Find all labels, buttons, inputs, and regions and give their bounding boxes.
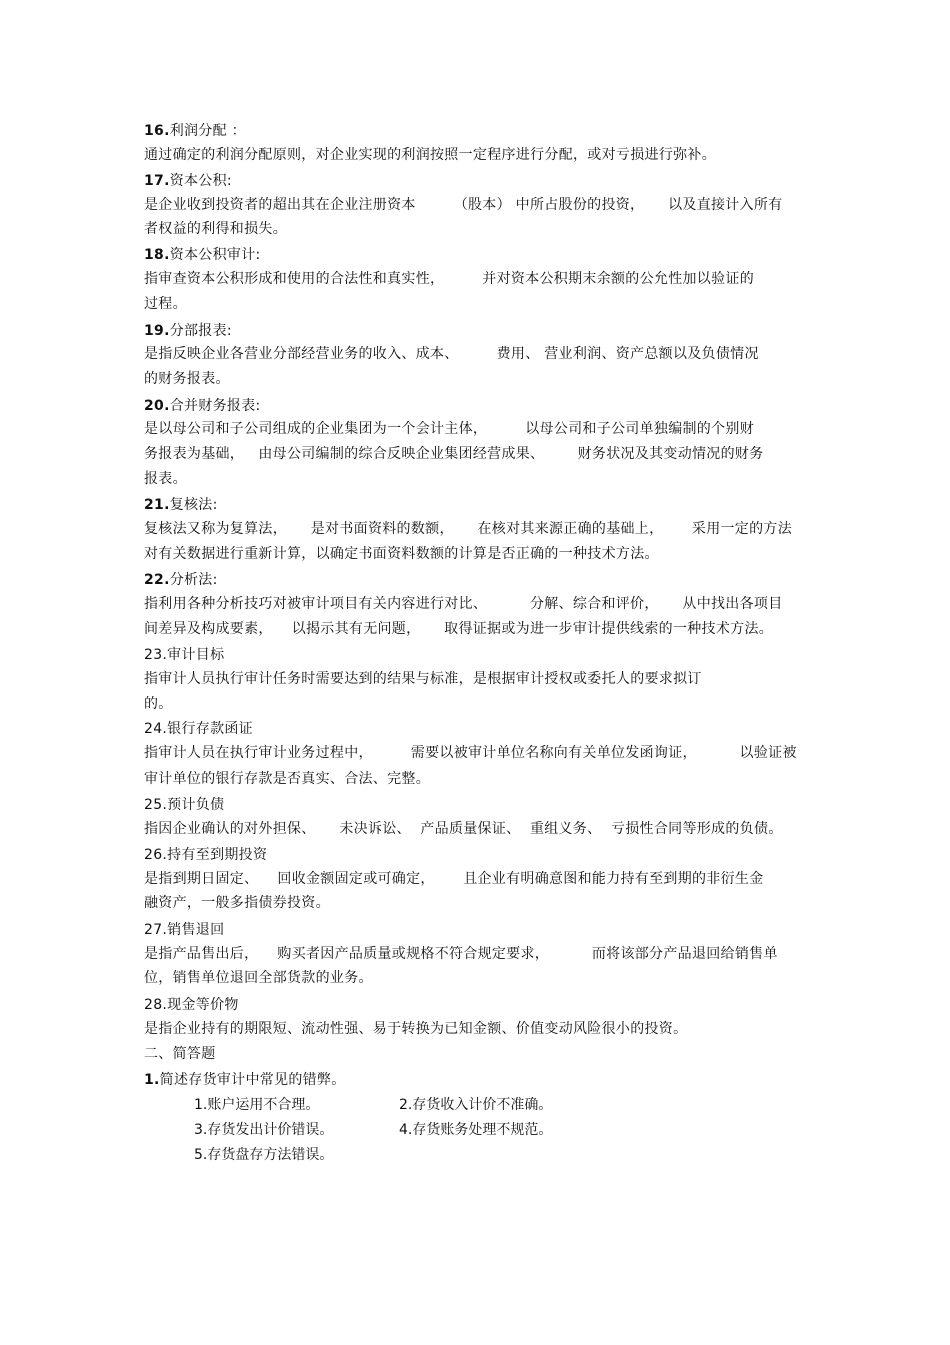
entry-19-body-line: 是指反映企业各营业分部经营业务的收入、成本、 费用、 营业利润、资产总额以及负债情况 [144, 346, 759, 362]
question-heading: 1.简述存货审计中常见的错弊。 [144, 1072, 346, 1088]
entry-25-heading: 25.预计负债 [144, 797, 225, 813]
entry-28-body-line: 是指企业持有的期限短、流动性强、易于转换为已知金额、价值变动风险很小的投资。 [144, 1021, 688, 1037]
entry-26-body-line: 是指到期日固定、 回收金额固定或可确定， 且企业有明确意图和能力持有至到期的非衍生金 [144, 871, 764, 887]
entry-16-body-line: 通过确定的利润分配原则，对企业实现的利润按照一定程序进行分配，或对亏损进行弥补。 [144, 147, 716, 163]
entry-20-body-line: 务报表为基础， 由母公司编制的综合反映企业集团经营成果、 财务状况及其变动情况的财务 [144, 446, 764, 462]
answer-item: 2.存货收入计价不准确。 [399, 1097, 553, 1113]
entry-24-body-line: 指审计人员在执行审计业务过程中， 需要以被审计单位名称向有关单位发函询证， 以验证被 [144, 745, 797, 761]
entry-21-body-line: 对有关数据进行重新计算，以确定书面资料数额的计算是否正确的一种技术方法。 [144, 546, 659, 562]
entry-27-heading: 27.销售退回 [144, 922, 225, 938]
entry-20-body-line: 是以母公司和子公司组成的企业集团为一个会计主体， 以母公司和子公司单独编制的个别财 [144, 421, 754, 437]
entry-23-body-line: 的。 [144, 696, 173, 712]
entry-18-body-line: 指审查资本公积形成和使用的合法性和真实性， 并对资本公积期末余额的公允性加以验证的 [144, 271, 754, 287]
entry-20-heading: 20.合并财务报表: [144, 398, 261, 414]
entry-19-body-line: 的财务报表。 [144, 371, 230, 387]
entry-25-body-line: 指因企业确认的对外担保、 未决诉讼、 产品质量保证、 重组义务、 亏损性合同等形成的负债。 [144, 821, 783, 837]
entry-17-body-line: 者权益的利得和损失。 [144, 221, 287, 237]
entry-27-body-line: 是指产品售出后， 购买者因产品质量或规格不符合规定要求， 而将该部分产品退回给销售单 [144, 946, 778, 962]
answer-item: 1.账户运用不合理。 [194, 1097, 320, 1113]
entry-28-heading: 28.现金等价物 [144, 997, 239, 1013]
answer-item: 4.存货账务处理不规范。 [399, 1122, 553, 1138]
answer-item: 3.存货发出计价错误。 [194, 1122, 334, 1138]
entry-17-heading: 17.资本公积: [144, 173, 232, 189]
entry-22-heading: 22.分析法: [144, 572, 218, 588]
entry-26-heading: 26.持有至到期投资 [144, 847, 268, 863]
entry-24-body-line: 审计单位的银行存款是否真实、合法、完整。 [144, 771, 430, 787]
entry-18-body-line: 过程。 [144, 296, 187, 312]
answer-item: 5.存货盘存方法错误。 [194, 1147, 334, 1163]
entry-22-body-line: 间差异及构成要素， 以揭示其有无问题， 取得证据或为进一步审计提供线索的一种技术方法。 [144, 621, 774, 637]
entry-21-heading: 21.复核法: [144, 497, 218, 513]
entry-24-heading: 24.银行存款函证 [144, 721, 253, 737]
entry-27-body-line: 位，销售单位退回全部货款的业务。 [144, 970, 373, 986]
entry-21-body-line: 复核法又称为复算法， 是对书面资料的数额， 在核对其来源正确的基础上， 采用一定的方法 [144, 521, 792, 537]
entry-17-body-line: 是企业收到投资者的超出其在企业注册资本 （股本） 中所占股份的投资， 以及直接计入所有 [144, 197, 783, 213]
entry-23-heading: 23.审计目标 [144, 647, 225, 663]
entry-22-body-line: 指利用各种分析技巧对被审计项目有关内容进行对比、 分解、综合和评价， 从中找出各项目 [144, 596, 783, 612]
entry-16-heading: 16.利润分配 ： [144, 123, 246, 139]
entry-19-heading: 19.分部报表: [144, 323, 232, 339]
entry-23-body-line: 指审计人员执行审计任务时需要达到的结果与标准，是根据审计授权或委托人的要求拟订 [144, 671, 702, 687]
section-heading: 二、简答题 [144, 1046, 216, 1062]
entry-18-heading: 18.资本公积审计: [144, 247, 261, 263]
entry-26-body-line: 融资产，一般多指债券投资。 [144, 895, 330, 911]
entry-20-body-line: 报表。 [144, 471, 187, 487]
